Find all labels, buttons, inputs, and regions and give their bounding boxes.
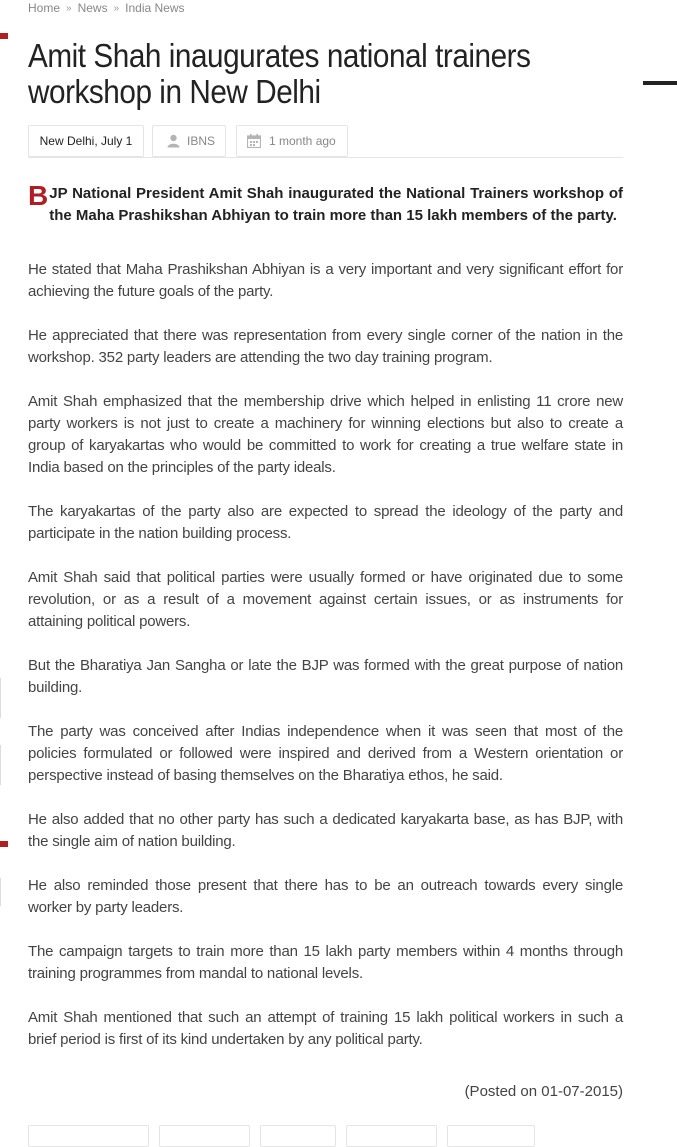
double-chevron-right-icon: » xyxy=(113,2,120,14)
sidebar-edge-marker xyxy=(0,33,8,39)
time-ago: 1 month ago xyxy=(269,134,336,148)
article-paragraph: He appreciated that there was representation from every single corner of the nation in the workshop. 352 party leaders are attending the two day training program. xyxy=(28,327,623,366)
article-paragraph: Amit Shah emphasized that the membership drive which helped in enlisting 11 crore new party workers is not just to create a machinery for winning elections but also to create a group of karyakartas who would be committed to work for creating a true welfare state in India based on the principles of the party ideals. xyxy=(28,393,623,476)
divider xyxy=(28,157,623,158)
sidebar-edge-marker xyxy=(643,81,677,85)
publish-time xyxy=(236,125,348,157)
breadcrumb-india-news-link[interactable]: India News xyxy=(125,1,185,15)
posted-date: (Posted on 01-07-2015) xyxy=(464,1083,623,1100)
sidebar-edge-line xyxy=(0,745,1,785)
calendar-icon xyxy=(247,134,261,148)
breadcrumb-news-link[interactable]: News xyxy=(77,1,108,15)
breadcrumb-home-link[interactable]: Home xyxy=(28,1,61,15)
article-paragraph: But the Bharatiya Jan Sangha or late the BJP was formed with the great purpose of nation building. xyxy=(28,657,623,696)
share-button[interactable] xyxy=(159,1125,250,1147)
double-chevron-right-icon: » xyxy=(66,2,72,14)
breadcrumb xyxy=(28,1,185,15)
sidebar-edge-line xyxy=(0,878,1,906)
dateline: New Delhi, July 1 xyxy=(28,125,144,157)
article-paragraph: He stated that Maha Prashikshan Abhiyan is a very important and very significant effort for achieving the future goals of the party. xyxy=(28,261,623,300)
sidebar-edge-line xyxy=(0,678,1,718)
article-lead xyxy=(28,180,623,227)
article-paragraph: The karyakartas of the party also are expected to spread the ideology of the party and participate in the nation building process. xyxy=(28,503,623,542)
share-button[interactable] xyxy=(447,1125,535,1147)
share-button[interactable] xyxy=(260,1125,336,1147)
user-icon xyxy=(167,134,180,148)
article-paragraph: The campaign targets to train more than 15 lakh party members within 4 months through training programmes from mandal to national levels. xyxy=(28,943,623,982)
article-paragraph: He also added that no other party has such a dedicated karyakarta base, as has BJP, with the single aim of nation building. xyxy=(28,811,623,850)
sidebar-edge-marker xyxy=(0,841,8,847)
article-title: Amit Shah inaugurates national trainers workshop in New Delhi xyxy=(28,37,531,110)
share-button[interactable] xyxy=(28,1125,149,1147)
article-paragraph: Amit Shah said that political parties were usually formed or have originated due to some revolution, or as a result of a movement against certain issues, or as instruments for attaining political powers. xyxy=(28,569,623,630)
drop-cap: B xyxy=(28,180,49,211)
article-paragraph: The party was conceived after Indias independence when it was seen that most of the policies formulated or followed were inspired and derived from a Western orientation or perspective instead of basing themselves on the Bharatiya ethos, he said. xyxy=(28,723,623,784)
share-button[interactable] xyxy=(346,1125,437,1147)
author-badge[interactable] xyxy=(152,125,226,157)
author-name: IBNS xyxy=(187,134,216,148)
lead-text: JP National President Amit Shah inaugurated the National Trainers workshop of the Maha Prashikshan Abhiyan to train more than 15 lakh members of the party. xyxy=(49,185,623,224)
article-paragraph: Amit Shah mentioned that such an attempt of training 15 lakh political workers in such a brief period is first of its kind undertaken by any political party. xyxy=(28,1009,623,1048)
article-paragraph: He also reminded those present that there has to be an outreach towards every single worker by party leaders. xyxy=(28,877,623,916)
